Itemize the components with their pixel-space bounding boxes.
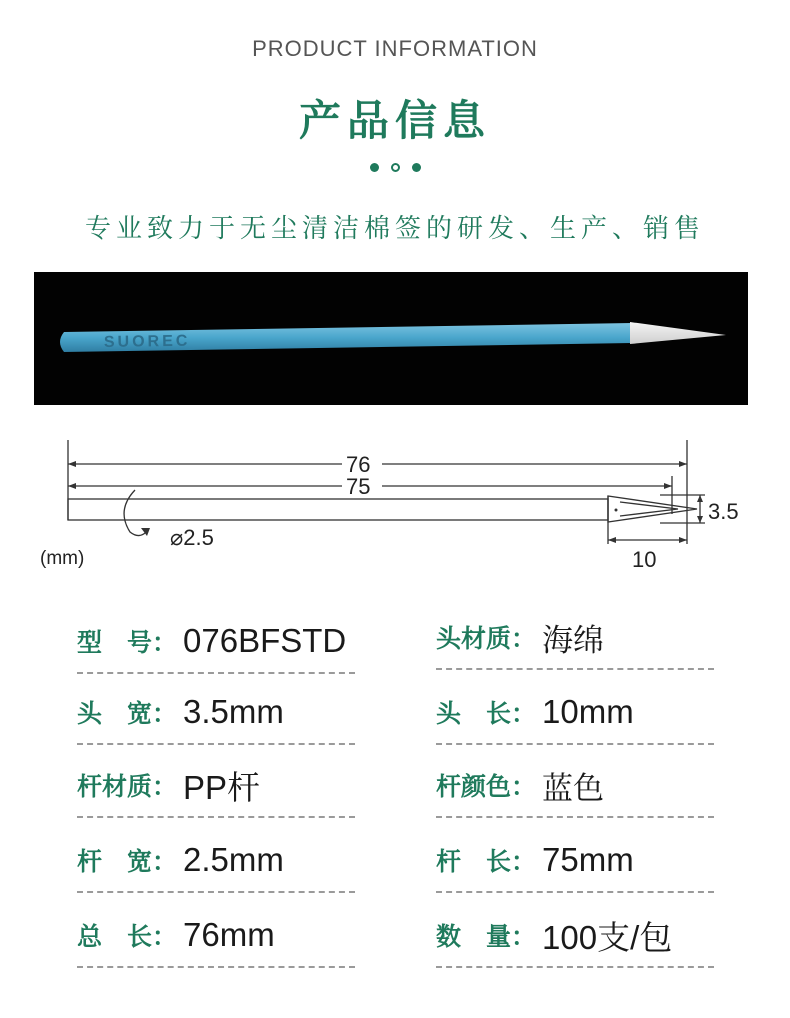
spec-value: 10mm xyxy=(542,693,634,730)
spec-label: 杆 宽 xyxy=(77,847,153,876)
spec-value: 76mm xyxy=(183,916,275,953)
spec-label: 杆材质 xyxy=(77,772,153,801)
dot-icon xyxy=(370,163,379,172)
spec-head-length: 头 长 ： 10mm xyxy=(436,681,714,745)
spec-model: 型 号 ： 076BFSTD xyxy=(77,610,355,674)
spec-label: 杆 长 xyxy=(436,847,512,876)
spec-label: 头 宽 xyxy=(77,699,153,728)
dim-total-length: 76 xyxy=(346,452,371,477)
spec-value: 3.5mm xyxy=(183,693,284,730)
spec-head-material: 头材质 ： 海绵 xyxy=(436,606,714,670)
spec-value: 75mm xyxy=(542,841,634,878)
spec-value: 海绵 xyxy=(542,622,605,659)
brand-engraving: SUOREC xyxy=(103,332,191,351)
dot-icon xyxy=(412,163,421,172)
section-eyebrow: PRODUCT INFORMATION xyxy=(252,36,538,61)
spec-quantity: 数 量 ： 100支/包 xyxy=(436,904,714,968)
spec-stick-length: 杆 长 ： 75mm xyxy=(436,829,714,893)
dim-head-width: 3.5 xyxy=(708,499,739,524)
spec-value: 2.5mm xyxy=(183,841,284,878)
spec-stick-material: 杆材质 ： PP杆 xyxy=(77,754,355,818)
spec-label: 数 量 xyxy=(436,922,512,951)
swab-tip xyxy=(630,322,726,344)
dim-diameter: ⌀2.5 xyxy=(170,525,214,550)
dot-hollow-icon xyxy=(391,163,400,172)
spec-label: 型 号 xyxy=(77,628,153,657)
spec-value: 100支/包 xyxy=(542,918,673,956)
spec-label: 总 长 xyxy=(77,922,153,951)
dimension-diagram xyxy=(30,432,760,577)
spec-value: 076BFSTD xyxy=(183,622,347,659)
spec-label: 头 长 xyxy=(436,699,512,728)
tagline: 专业致力于无尘清洁棉签的研发、生产、销售 xyxy=(84,214,705,244)
unit-label: (mm) xyxy=(40,548,85,569)
product-photo xyxy=(34,272,748,405)
decorative-dots xyxy=(0,163,790,172)
section-title: 产品信息 xyxy=(298,96,491,145)
spec-value: PP杆 xyxy=(183,768,261,806)
dim-head-length: 10 xyxy=(632,547,657,572)
spec-label: 头材质 xyxy=(436,624,512,653)
spec-value: 蓝色 xyxy=(542,770,605,807)
spec-head-width: 头 宽 ： 3.5mm xyxy=(77,681,355,745)
spec-stick-width: 杆 宽 ： 2.5mm xyxy=(77,829,355,893)
dim-stick-length: 75 xyxy=(346,474,371,499)
spec-label: 杆颜色 xyxy=(436,772,512,801)
spec-stick-color: 杆颜色 ： 蓝色 xyxy=(436,754,714,818)
spec-total-length: 总 长 ： 76mm xyxy=(77,904,355,968)
